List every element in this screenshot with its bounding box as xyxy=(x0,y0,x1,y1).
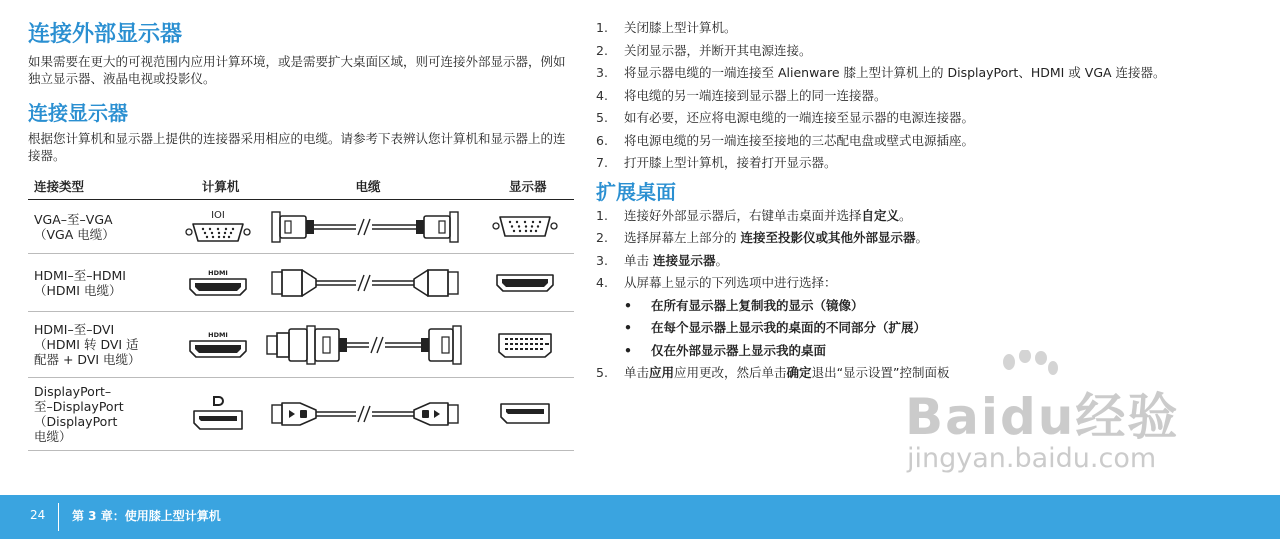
svg-text:HDMI: HDMI xyxy=(207,268,228,277)
step-text: 关闭膝上型计算机。 xyxy=(624,20,737,35)
right-column xyxy=(596,20,1256,388)
watermark-url: jingyan.baidu.com xyxy=(907,443,1157,474)
step-text: 应用更改，然后单击 xyxy=(674,365,787,380)
emphasized-text: 确定 xyxy=(786,365,812,380)
step-text: 连接好外部显示器后，右键单击桌面并选择 xyxy=(624,207,862,223)
header-cable: 电缆 xyxy=(255,175,476,200)
table-row xyxy=(28,312,574,378)
svg-text:IOI: IOI xyxy=(210,209,225,221)
connector-table xyxy=(28,175,574,451)
step-text: 选择屏幕左上部分的 xyxy=(624,230,741,245)
step-text: 如有必要，还应将电源电缆的一端连接至显示器的电源连接器。 xyxy=(624,110,975,125)
cable-cell xyxy=(255,378,476,451)
step-number: 6. xyxy=(596,132,608,148)
displayport-cable-icon xyxy=(270,396,460,432)
step-number: 1. xyxy=(596,20,608,35)
bullet-icon: • xyxy=(624,342,632,358)
hdmi-cable-icon xyxy=(270,265,460,301)
step-text: 。 xyxy=(899,207,912,223)
emphasized-text: 应用 xyxy=(649,365,675,380)
connect-steps-list xyxy=(596,20,1256,171)
step-number: 3. xyxy=(596,252,608,268)
step-text: 单击 xyxy=(624,365,650,380)
computer-port-cell xyxy=(181,254,255,312)
hdmi-dvi-adapter-cable-icon xyxy=(265,323,465,367)
intro-paragraph: 如果需要在更大的可视范围内应用计算环境，或是需要扩大桌面区域，则可连接外部显示器，例如独立显示器、液晶电视或投影仪。 xyxy=(28,54,566,86)
header-connection-type: 连接类型 xyxy=(28,175,181,200)
step-text: 。 xyxy=(715,252,729,268)
display-port-cell xyxy=(475,200,574,254)
option-text: 在所有显示器上复制我的显示（镜像） xyxy=(651,297,864,313)
watermark-brand: Baidu经验 xyxy=(905,388,1180,446)
vga-port-icon xyxy=(183,207,253,247)
display-port-cell xyxy=(475,378,574,451)
header-computer: 计算机 xyxy=(181,175,255,200)
displayport-port-icon xyxy=(186,394,250,434)
table-row xyxy=(28,378,574,451)
footer-divider xyxy=(58,503,59,531)
displayport-display-port-icon xyxy=(493,400,557,428)
step-text: 将显示器电缆的一端连接至 Alienware 膝上型计算机上的 DisplayPort、HDMI 或 VGA 连接器。 xyxy=(624,65,1166,80)
option-text: 仅在外部显示器上显示我的桌面 xyxy=(651,342,827,358)
list-item xyxy=(596,155,1256,171)
step-number: 3. xyxy=(596,65,608,80)
display-port-cell xyxy=(475,312,574,378)
connect-display-paragraph: 根据您计算机和显示器上提供的连接器采用相应的电缆。请参考下表辨认您计算机和显示器上的连接器。 xyxy=(28,131,566,163)
table-row xyxy=(28,254,574,312)
step-text: 单击 xyxy=(624,252,653,268)
step-number: 5. xyxy=(596,110,608,125)
connection-type-cell: HDMI–至–DVI （HDMI 转 DVI 适 配器 + DVI 电缆） xyxy=(28,312,181,378)
connect-display-heading: 连接显示器 xyxy=(28,101,128,125)
connection-type-cell: VGA–至–VGA （VGA 电缆） xyxy=(28,200,181,254)
computer-port-cell xyxy=(181,312,255,378)
page-title: 连接外部显示器 xyxy=(28,22,183,47)
hdmi-port-icon xyxy=(186,265,250,301)
table-header-row xyxy=(28,175,574,200)
vga-cable-icon xyxy=(270,209,460,245)
bullet-icon: • xyxy=(624,297,632,313)
page-number: 24 xyxy=(30,508,46,522)
option-item xyxy=(596,320,1256,336)
list-item xyxy=(596,208,1256,224)
left-column xyxy=(28,20,576,451)
list-item xyxy=(596,133,1256,149)
connection-type-cell: HDMI–至–HDMI （HDMI 电缆） xyxy=(28,254,181,312)
list-item xyxy=(596,365,1256,381)
step-number: 1. xyxy=(596,207,608,223)
list-item xyxy=(596,65,1256,81)
display-port-cell xyxy=(475,254,574,312)
table-row xyxy=(28,200,574,254)
list-item xyxy=(596,230,1256,246)
hdmi-display-port-icon xyxy=(493,270,557,296)
step-number: 2. xyxy=(596,230,608,245)
connection-type-cell: DisplayPort– 至–DisplayPort （DisplayPort 电缆） xyxy=(28,378,181,451)
list-item xyxy=(596,275,1256,291)
step-text: 。 xyxy=(915,230,929,245)
dvi-display-port-icon xyxy=(493,330,557,360)
header-display: 显示器 xyxy=(475,175,574,200)
step-number: 4. xyxy=(596,275,608,290)
list-item xyxy=(596,20,1256,36)
svg-text:HDMI: HDMI xyxy=(207,330,228,339)
step-text: 关闭显示器，并断开其电源连接。 xyxy=(624,42,812,58)
option-text: 在每个显示器上显示我的桌面的不同部分（扩展） xyxy=(651,320,927,335)
cable-cell xyxy=(255,254,476,312)
chapter-title: 第 3 章：使用膝上型计算机 xyxy=(72,509,221,523)
emphasized-text: 连接显示器 xyxy=(652,252,716,268)
list-item xyxy=(596,43,1256,59)
step-text: 将电源电缆的另一端连接至接地的三芯配电盘或壁式电源插座。 xyxy=(624,132,975,148)
vga-display-port-icon xyxy=(490,212,560,242)
step-text: 退出“显示设置”控制面板 xyxy=(811,365,950,380)
step-number: 7. xyxy=(596,155,608,170)
hdmi-port-icon xyxy=(186,327,250,363)
extend-desktop-heading: 扩展桌面 xyxy=(596,179,676,204)
extend-steps-list xyxy=(596,208,1256,292)
computer-port-cell xyxy=(181,200,255,254)
step-text: 打开膝上型计算机，接着打开显示器。 xyxy=(624,155,837,170)
list-item xyxy=(596,88,1256,104)
emphasized-text: 自定义 xyxy=(861,207,900,223)
emphasized-text: 连接至投影仪或其他外部显示器 xyxy=(740,230,916,245)
bullet-icon: • xyxy=(624,320,632,335)
list-item xyxy=(596,253,1256,269)
option-item xyxy=(596,298,1256,314)
cable-cell xyxy=(255,312,476,378)
cable-cell xyxy=(255,200,476,254)
display-options-list xyxy=(596,298,1256,359)
apply-step-list xyxy=(596,365,1256,381)
step-text: 从屏幕上显示的下列选项中进行选择： xyxy=(624,275,837,290)
option-item xyxy=(596,343,1256,359)
step-number: 5. xyxy=(596,365,608,380)
page-footer xyxy=(0,495,1280,539)
list-item xyxy=(596,110,1256,126)
step-number: 2. xyxy=(596,42,608,58)
computer-port-cell xyxy=(181,378,255,451)
step-number: 4. xyxy=(596,87,608,103)
step-text: 将电缆的另一端连接到显示器上的同一连接器。 xyxy=(624,87,887,103)
